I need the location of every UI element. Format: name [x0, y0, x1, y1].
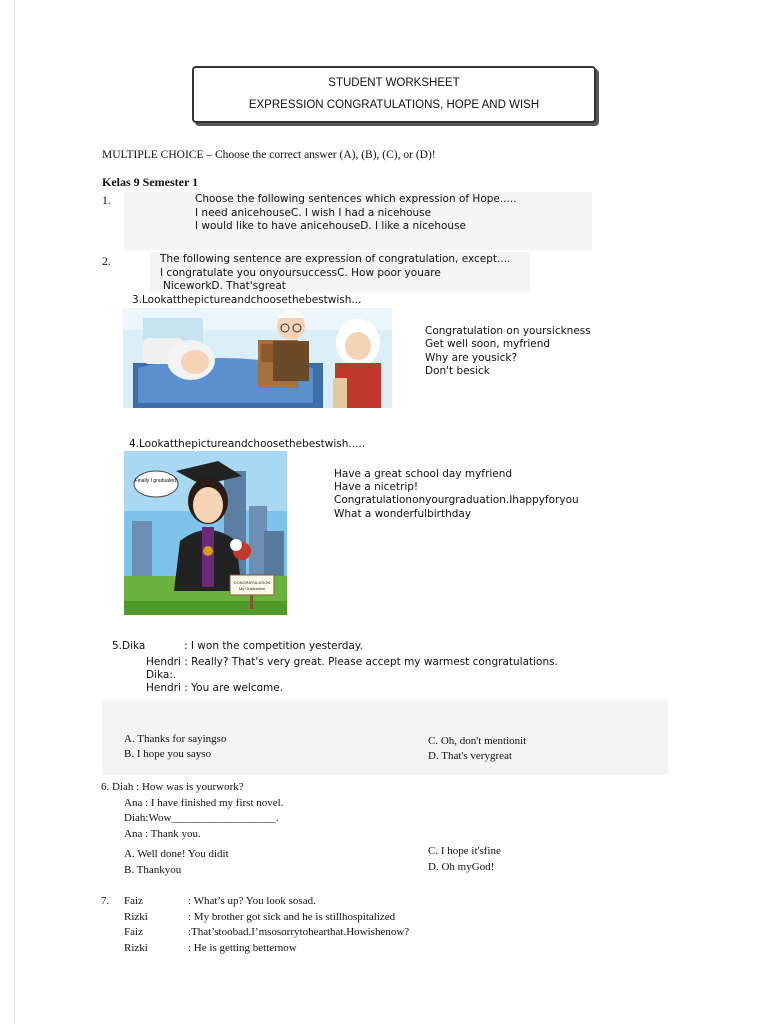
- question-7-speaker: Rizki: [124, 911, 148, 923]
- bubble-text: Finally I graduated!: [134, 478, 178, 484]
- class-label: Kelas 9 Semester 1: [102, 175, 199, 189]
- worksheet-header: [192, 66, 596, 123]
- question-4-option: What a wonderfulbirthday: [334, 508, 472, 520]
- worksheet-title: STUDENT WORKSHEET: [328, 77, 460, 89]
- question-7-number: 7.: [101, 895, 110, 907]
- question-7-speaker: Rizki: [124, 942, 148, 954]
- question-7-line: :That’stoobad.I’msosorrytohearthat.Howishenow?: [188, 926, 410, 938]
- question-6-line: Ana : Thank you.: [124, 828, 201, 840]
- question-7-speaker: Faiz: [124, 895, 143, 907]
- question-4-option: Congratulationonyourgraduation.Ihappyforyou: [334, 494, 579, 506]
- sign-text: My Graduation: [238, 586, 266, 591]
- question-6-option-a: A. Well done! You didit: [124, 848, 229, 860]
- question-6-line: 6. Diah : How was is yourwork?: [101, 781, 244, 793]
- question-1-number: 1.: [102, 195, 111, 207]
- question-7-speaker: Faiz: [124, 926, 143, 938]
- question-6-option-d: D. Oh myGod!: [428, 861, 495, 873]
- question-4-option: Have a nicetrip!: [334, 481, 419, 493]
- question-1-text: Choose the following sentences which expression of Hope.....: [195, 193, 517, 205]
- question-6-option-c: C. I hope it'sfine: [428, 845, 501, 857]
- graduation-illustration: [124, 451, 287, 615]
- question-5-line: Hendri : You are welcome.: [146, 682, 284, 694]
- question-5-line: : I won the competition yesterday.: [184, 640, 363, 652]
- question-3-option: Don't besick: [425, 365, 490, 377]
- question-5-option-c: C. Oh, don't mentionit: [428, 735, 527, 747]
- question-2-number: 2.: [102, 256, 111, 268]
- question-3-option: Congratulation on yoursickness: [425, 325, 591, 337]
- question-7-line: : My brother got sick and he is stillhospitalized: [188, 911, 396, 923]
- sign-text: CONGRATULATION: [233, 580, 271, 585]
- question-5-line: Hendri : Really? That's very great. Please accept my warmest congratulations.: [146, 656, 558, 668]
- question-4-option: Have a great school day myfriend: [334, 468, 513, 480]
- question-6-option-b: B. Thankyou: [124, 864, 182, 876]
- question-2-option-line: NiceworkD. That'sgreat: [163, 280, 286, 292]
- question-7-line: : What’s up? You look sosad.: [188, 895, 316, 907]
- instruction: MULTIPLE CHOICE – Choose the correct answer (A), (B), (C), or (D)!: [102, 149, 436, 161]
- question-5-option-d: D. That's verygreat: [428, 750, 512, 762]
- question-1-option-line: I would like to have anicehouseD. I like a nicehouse: [195, 220, 467, 232]
- sick-patient-illustration: [123, 308, 392, 408]
- page-edge: [14, 0, 15, 1024]
- worksheet-subtitle: EXPRESSION CONGRATULATIONS, HOPE AND WISH: [248, 99, 540, 111]
- question-2-text: The following sentence are expression of congratulation, except....: [160, 253, 511, 265]
- question-5-option-a: A. Thanks for sayingso: [124, 733, 227, 745]
- question-5-option-b: B. I hope you sayso: [124, 748, 212, 760]
- question-6-line: Diah:Wow___________________.: [124, 812, 279, 824]
- question-7-line: : He is getting betternow: [188, 942, 297, 954]
- question-3-text: 3.Lookatthepictureandchoosethebestwish...: [132, 294, 362, 306]
- question-3-option: Why are yousick?: [425, 352, 518, 364]
- question-5-speaker: 5.Dika: [112, 640, 146, 652]
- question-2-option-line: I congratulate you onyoursuccessC. How poor youare: [160, 267, 441, 279]
- question-1-option-line: I need anicehouseC. I wish I had a nicehouse: [195, 207, 432, 219]
- question-5-line: Dika:.: [146, 669, 177, 681]
- question-6-line: Ana : I have finished my first novel.: [124, 797, 284, 809]
- question-3-option: Get well soon, myfriend: [425, 338, 551, 350]
- question-4-text: 4.Lookatthepictureandchoosethebestwish.....: [129, 438, 366, 450]
